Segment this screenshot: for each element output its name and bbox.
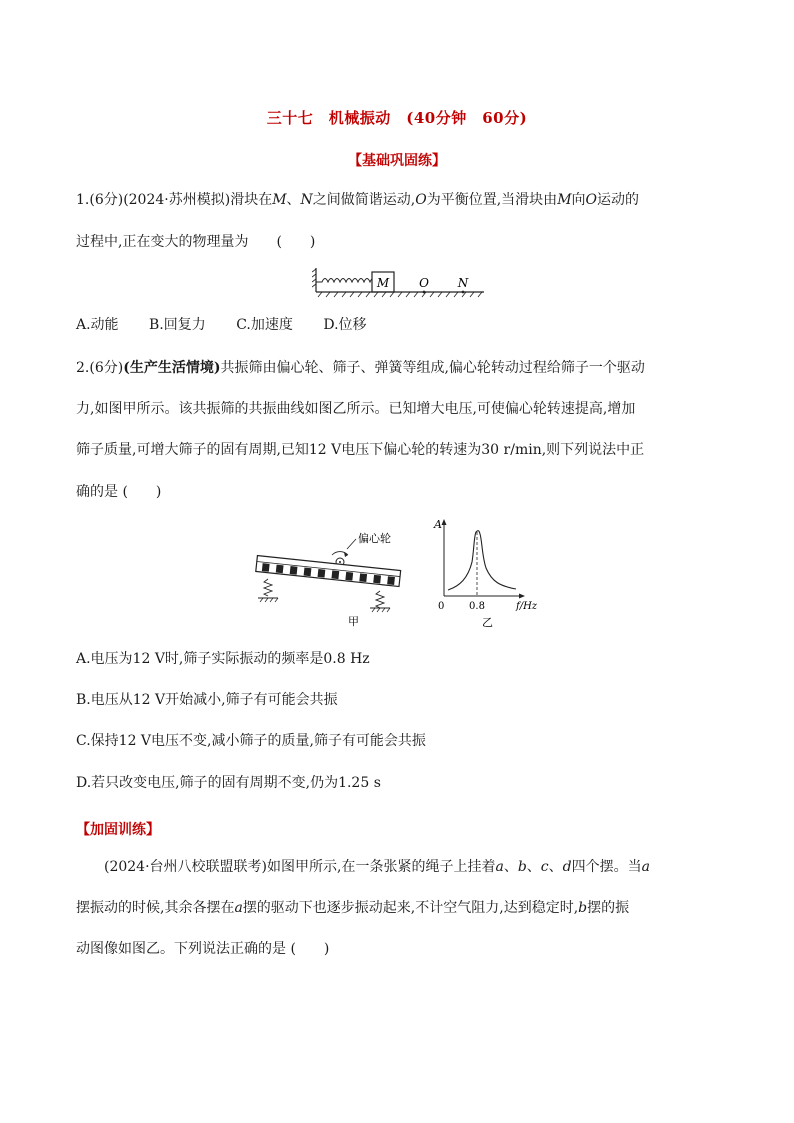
section-heading-basic: 【基础巩固练】	[348, 153, 446, 169]
wheel-label: 偏心轮	[358, 532, 391, 545]
q1-option-d[interactable]: D.位移	[323, 317, 367, 333]
section-heading-reinforce: 【加固训练】	[76, 822, 160, 838]
peak-tick-label: 0.8	[469, 601, 485, 612]
q2-context-tag: (生产生活情境)	[123, 360, 221, 376]
q2-line2: 力,如图甲所示。该共振筛的共振曲线如图乙所示。已知增大电压,可使偏心轮转速提高,增加	[76, 401, 636, 417]
q1-line1: 1.(6分)(2024·苏州模拟)滑块在M、N之间做简谐运动,O为平衡位置,当滑块由M向O运动的	[76, 192, 640, 208]
y-axis-label: A	[434, 518, 442, 531]
q2-option-c[interactable]: C.保持12 V电压不变,减小筛子的质量,筛子有可能会共振	[76, 733, 426, 749]
sieve-figure	[252, 505, 404, 627]
x-axis-label: f/Hz	[516, 601, 538, 612]
caption-jia: 甲	[348, 615, 359, 627]
spring-mass-figure	[312, 264, 490, 298]
q2-line3: 筛子质量,可增大筛子的固有周期,已知12 V电压下偏心轮的转速为30 r/min,则下列说法中正	[76, 442, 645, 458]
q1-options	[76, 318, 393, 332]
label-O: O	[419, 276, 429, 290]
q1-line2: 过程中,正在变大的物理量为 ( )	[76, 234, 316, 250]
page-title: 三十七 机械振动 (40分钟 60分)	[266, 109, 528, 127]
q3-line1: (2024·台州八校联盟联考)如图甲所示,在一条张紧的绳子上挂着a、b、c、d四个摆。当a	[104, 859, 650, 875]
q1-option-b[interactable]: B.回复力	[149, 317, 206, 333]
q3-line2: 摆振动的时候,其余各摆在a摆的驱动下也逐步振动起来,不计空气阻力,达到稳定时,b摆的振	[76, 900, 630, 916]
q2-option-d[interactable]: D.若只改变电压,筛子的固有周期不变,仍为1.25 s	[76, 775, 381, 791]
q2-option-a[interactable]: A.电压为12 V时,筛子实际振动的频率是0.8 Hz	[76, 651, 370, 667]
caption-yi: 乙	[482, 616, 493, 628]
resonance-curve-figure	[430, 516, 546, 628]
q1-option-a[interactable]: A.动能	[76, 317, 119, 333]
label-N: N	[457, 276, 469, 290]
q1-option-c[interactable]: C.加速度	[236, 317, 293, 333]
q2-line4: 确的是 ( )	[76, 484, 162, 500]
q2-option-b[interactable]: B.电压从12 V开始减小,筛子有可能会共振	[76, 692, 338, 708]
origin-label: 0	[438, 601, 445, 612]
q2-line1: 2.(6分)(生产生活情境)共振筛由偏心轮、筛子、弹簧等组成,偏心轮转动过程给筛子一个驱动	[76, 360, 645, 376]
label-M: M	[376, 276, 390, 290]
q3-line3: 动图像如图乙。下列说法正确的是 ( )	[76, 941, 330, 957]
